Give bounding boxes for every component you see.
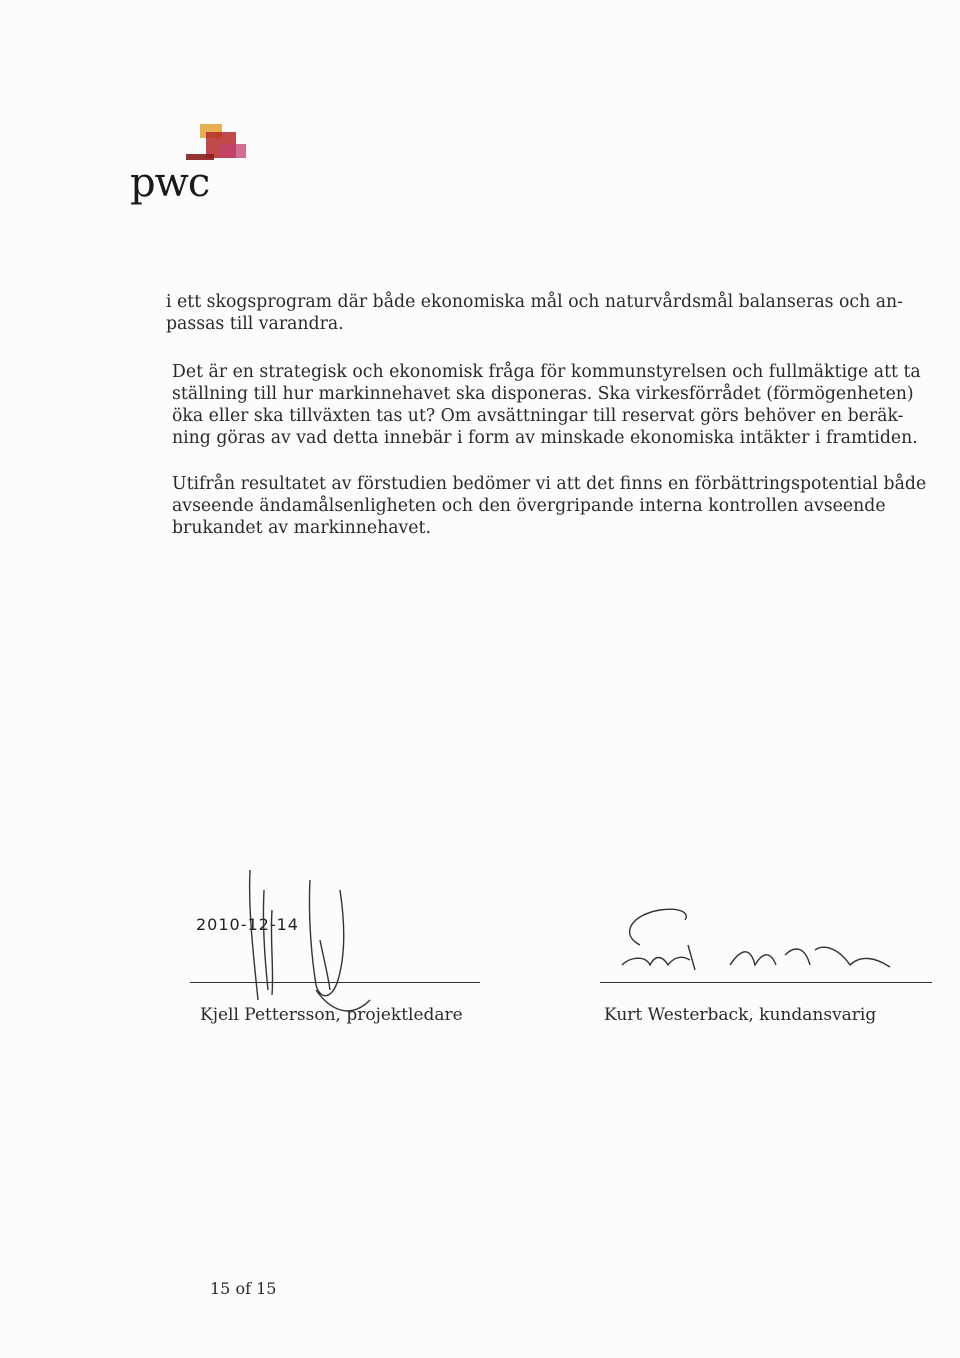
paragraph-2: [172, 361, 942, 449]
pwc-logo-text: pwc: [130, 160, 210, 206]
signatory-left-name: Kjell Pettersson, projektledare: [200, 1005, 463, 1025]
page-number: 15 of 15: [210, 1279, 277, 1298]
signature-line-right: [600, 982, 932, 983]
paragraph-1: [166, 291, 936, 335]
paragraph-3: [172, 473, 942, 539]
handwritten-signature-left: [220, 850, 380, 1030]
text-line: ning göras av vad detta innebär i form av minskade ekonomiska intäkter i framtiden.: [172, 428, 918, 448]
text-line: passas till varandra.: [166, 314, 344, 334]
text-line: Det är en strategisk och ekonomisk fråga för kommunstyrelsen och fullmäktige att ta: [172, 362, 921, 382]
signatory-right-name: Kurt Westerback, kundansvarig: [604, 1005, 877, 1025]
text-line: brukandet av markinnehavet.: [172, 518, 431, 538]
signature-date: 2010-12-14: [196, 915, 299, 934]
text-line: öka eller ska tillväxten tas ut? Om avsättningar till reservat görs behöver en beräk-: [172, 406, 904, 426]
text-line: avseende ändamålsenligheten och den övergripande interna kontrollen avseende: [172, 496, 886, 516]
pwc-logo-mark: [182, 118, 252, 166]
text-line: Utifrån resultatet av förstudien bedömer vi att det finns en förbättringspotential både: [172, 474, 927, 494]
text-line: ställning till hur markinnehavet ska disponeras. Ska virkesförrådet (förmögenheten): [172, 384, 914, 404]
signature-line-left: [190, 982, 480, 983]
text-line: i ett skogsprogram där både ekonomiska mål och naturvårdsmål balanseras och an-: [166, 292, 903, 312]
handwritten-signature-right: [600, 895, 900, 985]
